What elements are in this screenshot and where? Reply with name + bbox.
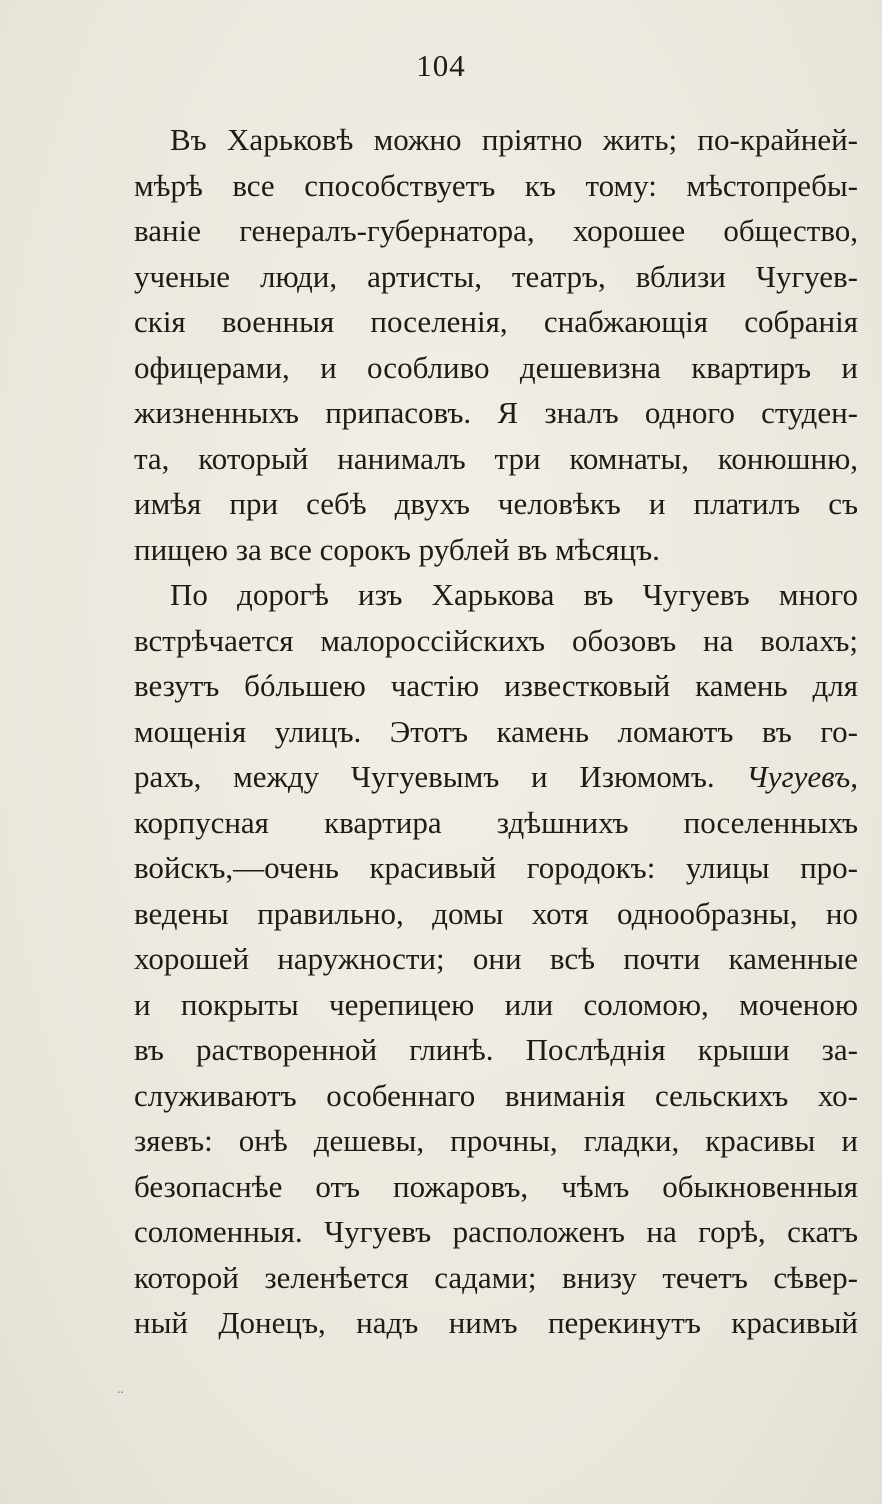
text-line: зяевъ: онѣ дешевы, прочны, гладки, красивы и	[134, 1123, 858, 1158]
text-line: Въ Харьковѣ можно пріятно жить; по-крайней-	[170, 122, 858, 157]
text-segment: рахъ, между Чугуевымъ и Изюмомъ.	[134, 759, 715, 794]
stray-mark: ..	[117, 1382, 124, 1397]
text-line: которой зеленѣется садами; внизу течетъ сѣвер-	[134, 1259, 858, 1295]
text-line: мѣрѣ все способствуетъ къ тому: мѣстопребы-	[134, 167, 858, 203]
text-line: корпусная квартира здѣшнихъ поселенныхъ	[134, 804, 858, 840]
text-line: мощенія улицъ. Этотъ камень ломаютъ въ го-	[134, 713, 858, 749]
text-line: скія военныя поселенія, снабжающія собранія	[134, 304, 858, 339]
text-line: и покрыты черепицею или соломою, моченою	[134, 986, 858, 1022]
text-line-with-italic	[134, 754, 858, 800]
text-line: пищею за все сорокъ рублей въ мѣсяцъ.	[134, 531, 660, 567]
text-line: ный Донецъ, надъ нимъ перекинутъ красивый	[134, 1305, 858, 1340]
text-line: безопаснѣе отъ пожаровъ, чѣмъ обыкновенныя	[134, 1168, 858, 1204]
text-line: хорошей наружности; они всѣ почти каменные	[134, 941, 858, 976]
text-line: ваніе генералъ-губернатора, хорошее общество,	[134, 213, 858, 248]
text-line: войскъ,—очень красивый городокъ: улицы про-	[134, 850, 858, 885]
text-line: офицерами, и особливо дешевизна квартиръ и	[134, 349, 858, 385]
text-line: та, который нанималъ три комнаты, конюшню,	[134, 440, 858, 476]
body-text	[134, 117, 858, 1346]
text-line: жизненныхъ припасовъ. Я зналъ одного студен-	[134, 395, 858, 430]
text-line: въ растворенной глинѣ. Послѣднія крыши за-	[134, 1032, 858, 1067]
text-line: служиваютъ особеннаго вниманія сельскихъ хо-	[134, 1077, 858, 1113]
text-line: соломенныя. Чугуевъ расположенъ на горѣ, скатъ	[134, 1214, 858, 1249]
page-number: 104	[416, 48, 466, 83]
text-line: встрѣчается малороссійскихъ обозовъ на волахъ;	[134, 622, 858, 658]
text-line: ведены правильно, домы хотя однообразны, но	[134, 895, 858, 931]
text-line: ученые люди, артисты, театръ, вблизи Чугуев-	[134, 258, 858, 294]
text-line: По дорогѣ изъ Харькова въ Чугуевъ много	[170, 577, 858, 612]
text-line: имѣя при себѣ двухъ человѣкъ и платилъ съ	[134, 486, 858, 521]
text-line: везутъ бóльшею частію известковый камень для	[134, 668, 858, 703]
italic-word: Чугуевъ,	[746, 759, 858, 794]
